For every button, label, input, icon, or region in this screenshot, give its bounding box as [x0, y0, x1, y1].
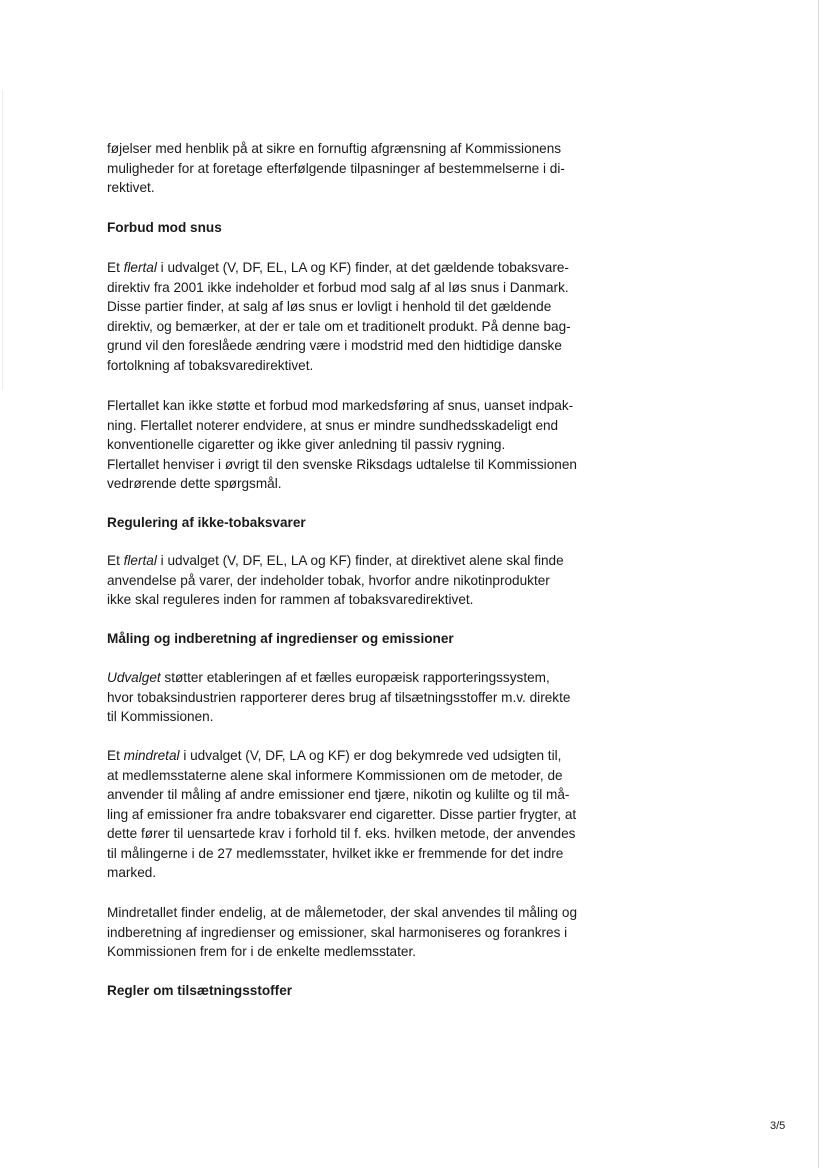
paragraph-intro-continuation: [107, 139, 587, 198]
text-line: muligheder for at foretage efterfølgende tilpasninger af bestemmelserne i di-: [107, 160, 565, 176]
italic-term: mindretal: [123, 748, 180, 763]
text-line: ling af emissioner fra andre tobaksvarer end cigaretter. Disse partier frygter, at: [107, 806, 577, 822]
paragraph-maaling-mindretal: [107, 746, 587, 883]
paragraph-maaling-udvalget: [107, 668, 587, 727]
scan-edge: [2, 90, 3, 390]
text-line: hvor tobaksindustrien rapporterer deres brug af tilsætningsstoffer m.v. direkte: [107, 689, 571, 705]
heading-regler-om-tilsaetningsstoffer: Regler om tilsætningsstoffer: [107, 983, 293, 998]
text-line: Mindretallet finder endelig, at de målemetoder, der skal anvendes til måling og: [107, 905, 578, 920]
scan-edge: [818, 0, 819, 1168]
text-line: grund vil den foreslåede ændring være i modstrid med den hidtidige danske: [107, 338, 562, 353]
text-line: indberetning af ingredienser og emissioner, skal harmoniseres og forankres i: [107, 924, 568, 940]
text-line: Udvalget støtter etableringen af et fælles europæisk rapporteringssystem,: [107, 670, 550, 685]
text-line: dette fører til uensartede krav i forhold til f. eks. hvilken metode, der anvendes: [107, 826, 576, 841]
text-line: til Kommissionen.: [107, 709, 214, 724]
text-line: at medlemsstaterne alene skal informere Kommissionen om de metoder, de: [107, 767, 563, 783]
text-line: marked.: [107, 865, 157, 880]
paragraph-ikke-tobak: [107, 551, 587, 610]
italic-term: Udvalget: [107, 670, 161, 685]
text-line: Et flertal i udvalget (V, DF, EL, LA og KF) finder, at direktivet alene skal finde: [107, 553, 564, 568]
text-line: Flertallet henviser i øvrigt til den svenske Riksdags udtalelse til Kommissionen: [107, 456, 577, 472]
text-line: til målingerne i de 27 medlemsstater, hvilket ikke er fremmende for det indre: [107, 845, 564, 861]
italic-term: flertal: [123, 553, 157, 568]
text-line: anvender til måling af andre emissioner end tjære, nikotin og kulilte og til må-: [107, 787, 570, 802]
text-line: Et mindretal i udvalget (V, DF, LA og KF) er dog bekymrede ved udsigten til,: [107, 748, 562, 763]
text-line: rektivet.: [107, 180, 155, 195]
text-line: konventionelle cigaretter og ikke giver anledning til passiv rygning.: [107, 437, 506, 452]
text-line: Disse partier finder, at salg af løs snus er lovligt i henhold til det gældende: [107, 299, 552, 314]
heading-regulering-ikke-tobaksvarer: Regulering af ikke-tobaksvarer: [107, 515, 306, 530]
text-line: Flertallet kan ikke støtte et forbud mod markedsføring af snus, uanset indpak-: [107, 398, 574, 413]
italic-term: flertal: [123, 260, 157, 275]
paragraph-snus-majority: [107, 258, 587, 375]
text-line: direktiv, og bemærker, at der er tale om et traditionelt produkt. På denne bag-: [107, 318, 571, 334]
paragraph-snus-marketing: [107, 396, 587, 494]
text-line: Kommissionen frem for i de enkelte medlemsstater.: [107, 944, 417, 959]
heading-maaling-og-indberetning: Måling og indberetning af ingredienser og emissioner: [107, 631, 454, 646]
text-line: føjelser med henblik på at sikre en fornuftig afgrænsning af Kommissionens: [107, 141, 562, 156]
page-number: 3/5: [770, 1120, 786, 1132]
paragraph-maaling-mindretal-endelig: [107, 903, 587, 962]
text-line: vedrørende dette spørgsmål.: [107, 476, 282, 491]
text-line: Et flertal i udvalget (V, DF, EL, LA og KF) finder, at det gældende tobaksvare-: [107, 260, 569, 275]
text-line: fortolkning af tobaksvaredirektivet.: [107, 357, 314, 373]
text-line: anvendelse på varer, der indeholder tobak, hvorfor andre nikotinprodukter: [107, 572, 550, 588]
text-line: ikke skal reguleres inden for rammen af tobaksvaredirektivet.: [107, 592, 474, 607]
text-line: ning. Flertallet noterer endvidere, at snus er mindre sundhedsskadeligt end: [107, 417, 559, 433]
text-line: direktiv fra 2001 ikke indeholder et forbud mod salg af al løs snus i Danmark.: [107, 279, 569, 295]
heading-forbud-mod-snus: Forbud mod snus: [107, 220, 222, 235]
